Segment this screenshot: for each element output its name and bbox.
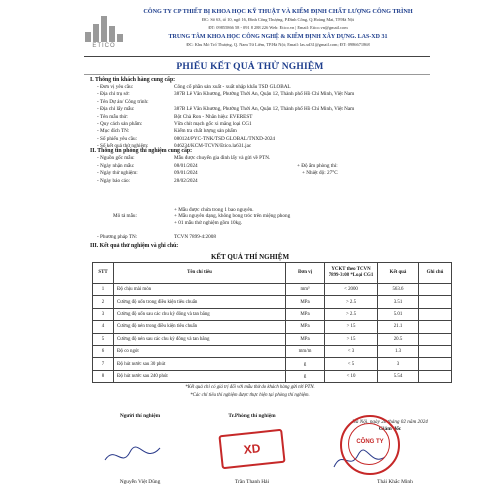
lab-head-title: Tr.Phòng thí nghiệm <box>228 413 276 419</box>
row-value: 08/01/2024 <box>174 162 198 169</box>
etico-logo <box>84 16 124 52</box>
title-divider <box>84 74 430 75</box>
row-value: Công cổ phần sản xuất - xuất nhập khẩu TSD GLOBAL <box>174 84 291 90</box>
row-label: - Tên mẫu thử: <box>97 113 128 120</box>
results-heading: KẾT QUẢ THÍ NGHIỆM <box>210 253 290 261</box>
col-note: Ghi chú <box>419 263 452 284</box>
center-address: ĐC: Khu Mỏ Trổ Thượng, Q. Nam Từ Liêm, TP.Hà Nội; Email: las.xd31@gmail.com; ĐT: 0986671868 <box>186 42 370 47</box>
cell-result: 563.6 <box>378 284 419 296</box>
row-value: Mẫu được chuyển gia đình lấy và gửi về PTN. <box>174 155 271 161</box>
cell-unit: MPa <box>286 308 325 320</box>
section-3-heading: III. Kết quả thử nghiệm và ghi chú: <box>90 243 179 249</box>
row-value: Bột Chà Ron - Nhãn hiệu: EVEREST <box>174 113 253 120</box>
row-label: - Đơn vị yêu cầu: <box>97 84 134 90</box>
method-value: TCVN 7899-4:2008 <box>174 234 216 240</box>
cell-req: < 5 <box>325 358 378 370</box>
desc-label: Mô tả mẫu: <box>113 213 137 219</box>
cell-result: 20.5 <box>378 333 419 345</box>
row-label: - Tên Dự án/ Công trình: <box>97 98 149 105</box>
header-divider <box>84 56 430 57</box>
row-label: - Nguồn gốc mẫu: <box>97 155 135 161</box>
table-row <box>93 358 452 370</box>
lab-stamp-text: XD <box>242 441 262 457</box>
tester-signature <box>100 440 170 470</box>
cell-name: Độ co ngót <box>114 345 286 357</box>
company-contact: ĐT: 09855866 58 - 091 8 288 226 Web: Etico.vn | Email: Etico.vn@gmail.com <box>208 25 348 30</box>
logo-text: ETICO <box>92 43 116 49</box>
table-row <box>93 333 452 345</box>
table-row <box>93 308 452 320</box>
cell-note <box>419 345 452 357</box>
row-label: - Ngày nhận mẫu: <box>97 162 135 169</box>
col-name: Tên chỉ tiêu <box>114 263 286 284</box>
row-value: 387B Lê Văn Khương, Phường Thới An, Quận 12, Thành phố Hồ Chí Minh, Việt Nam <box>174 106 355 113</box>
cell-note <box>419 296 452 308</box>
table-row <box>93 321 452 333</box>
table-row <box>93 370 452 382</box>
col-result: Kết quả <box>378 263 419 284</box>
center-name: TRUNG TÂM KHOA HỌC CÔNG NGHỆ & KIỂM ĐỊNH XÂY DỰNG. LAS-XD 31 <box>168 34 388 40</box>
cell-stt: 3 <box>93 308 114 320</box>
company-stamp-text: CÔNG TY <box>356 439 384 445</box>
cell-note <box>419 358 452 370</box>
row-label: - Mục đích TN: <box>97 128 130 135</box>
row-label: - Địa chỉ trụ sở: <box>97 91 130 98</box>
cell-name: Cường độ nén trong điều kiện tiêu chuẩn <box>114 321 286 333</box>
method-label: - Phương pháp TN: <box>97 234 138 240</box>
cell-name: Cường độ uốn trong điều kiện tiêu chuẩn <box>114 296 286 308</box>
cell-req: < 3 <box>325 345 378 357</box>
results-table <box>92 262 452 383</box>
col-requirement: YCKT theo TCVN 7899-3:08 *Loại CG1 <box>325 263 378 284</box>
cell-name: Cường độ nén sau các chu kỳ đông và tan băng <box>114 333 286 345</box>
row-value: 080124/PYC-TNK/TSD GLOBAL/TNXD-2024 <box>174 135 276 142</box>
lab-stamp <box>218 429 285 470</box>
cell-unit: mm³ <box>286 284 325 296</box>
row-value: 28/02/2024 <box>174 177 198 184</box>
note-1: *Kết quả chỉ có giá trị đối với mẫu thử do khách hàng gửi tới PTN. <box>185 385 315 390</box>
cell-stt: 2 <box>93 296 114 308</box>
company-stamp <box>340 415 400 475</box>
row-label: - Số phiếu yêu cầu: <box>97 135 138 142</box>
env-condition: + Độ ẩm phòng thí: <box>297 162 338 169</box>
env-condition: + Nhiệt độ: 27°C <box>302 170 338 177</box>
company-address: ĐC: Số 63, tổ 10, ngõ 16, Đình Công Thượng, P.Đình Công, Q.Hoàng Mai, TP.Hà Nội <box>201 17 355 22</box>
table-row <box>93 345 452 357</box>
cell-result: 21.1 <box>378 321 419 333</box>
cell-req: < 2000 <box>325 284 378 296</box>
desc-lines <box>174 207 429 226</box>
cell-stt: 5 <box>93 333 114 345</box>
desc-line: + 01 mẫu thử nghiệm gồm 10kg. <box>174 219 243 226</box>
company-name: CÔNG TY CP THIẾT BỊ KHOA HỌC KỸ THUẬT VÀ KIỂM ĐỊNH CHẤT LƯỢNG CÔNG TRÌNH <box>143 8 413 15</box>
row-value: 09/01/2024 <box>174 170 198 177</box>
col-unit: Đơn vị <box>286 263 325 284</box>
results-body <box>93 284 452 383</box>
table-row <box>93 296 452 308</box>
tester-title: Người thí nghiệm <box>119 413 161 419</box>
director-name: Thái Khắc Minh <box>377 479 413 485</box>
row-label: - Quy cách sản phẩm: <box>97 121 143 127</box>
cell-unit: MPa <box>286 321 325 333</box>
cell-result: 3 <box>378 358 419 370</box>
cell-stt: 8 <box>93 370 114 382</box>
section-2-heading: II. Thông tin phòng thí nghiệm cung cấp: <box>90 148 193 154</box>
report-date: Hà Nội, ngày 28 tháng 02 năm 2024 <box>352 419 428 425</box>
cell-req: > 2.5 <box>325 308 378 320</box>
cell-stt: 4 <box>93 321 114 333</box>
cell-req: > 15 <box>325 321 378 333</box>
row-value: Kiểm tra chất lượng sản phẩm <box>174 128 237 135</box>
cell-unit: MPa <box>286 296 325 308</box>
desc-line: + Mẫu được chứa trong 1 bao nguyên. <box>174 207 254 213</box>
cell-req: > 2.5 <box>325 296 378 308</box>
cell-unit: mm/m <box>286 345 325 357</box>
cell-name: Cường độ uốn sau các chu kỳ đông và tan băng <box>114 308 286 320</box>
row-value: Vữa chít mạch gốc xi măng loại CG1 <box>174 121 252 127</box>
desc-line: + Mẫu nguyên dạng, không bong tróc trên miệng phong <box>174 213 291 220</box>
cell-result: 3.51 <box>378 296 419 308</box>
cell-stt: 1 <box>93 284 114 296</box>
row-label: - Ngày thử nghiệm: <box>97 170 138 177</box>
cell-stt: 7 <box>93 358 114 370</box>
cell-req: < 10 <box>325 370 378 382</box>
section-1-heading: I. Thông tin khách hàng cung cấp: <box>90 77 176 83</box>
cell-result: 5.01 <box>378 308 419 320</box>
cell-stt: 6 <box>93 345 114 357</box>
row-label: - Số kết quả thử nghiệm: <box>97 143 149 150</box>
cell-note <box>419 370 452 382</box>
row-value: 046234/KCM-TCVN/Etico.la631.jac <box>174 143 252 150</box>
col-stt: STT <box>93 263 114 284</box>
row-label: - Địa chỉ lấy mẫu: <box>97 106 135 113</box>
cell-unit: g <box>286 358 325 370</box>
cell-result: 5.54 <box>378 370 419 382</box>
cell-note <box>419 321 452 333</box>
cell-note <box>419 284 452 296</box>
cell-unit: MPa <box>286 333 325 345</box>
note-2: *Các chỉ tiêu thí nghiệm được thực hiện tại phòng thí nghiệm. <box>190 393 310 398</box>
cell-note <box>419 333 452 345</box>
lab-head-name: Trần Thanh Hải <box>234 479 270 485</box>
director-title: Giám đốc <box>378 426 402 432</box>
table-row <box>93 284 452 296</box>
cell-name: Độ chịu mài mòn <box>114 284 286 296</box>
tester-name: Nguyễn Việt Dũng <box>119 479 161 485</box>
cell-note <box>419 308 452 320</box>
building-icon <box>84 16 124 42</box>
report-title: PHIẾU KẾT QUẢ THỬ NGHIỆM <box>176 62 324 72</box>
cell-name: Độ hút nước sau 30 phút <box>114 358 286 370</box>
cell-unit: g <box>286 370 325 382</box>
cell-name: Độ hút nước sau 240 phút <box>114 370 286 382</box>
results-header-row <box>93 263 452 284</box>
letterhead <box>128 8 428 49</box>
cell-result: 1.3 <box>378 345 419 357</box>
cell-req: > 15 <box>325 333 378 345</box>
row-value: 387B Lê Văn Khương, Phường Thới An, Quận 12, Thành phố Hồ Chí Minh, Việt Nam <box>174 91 355 98</box>
row-label: - Ngày báo cáo: <box>97 177 130 184</box>
